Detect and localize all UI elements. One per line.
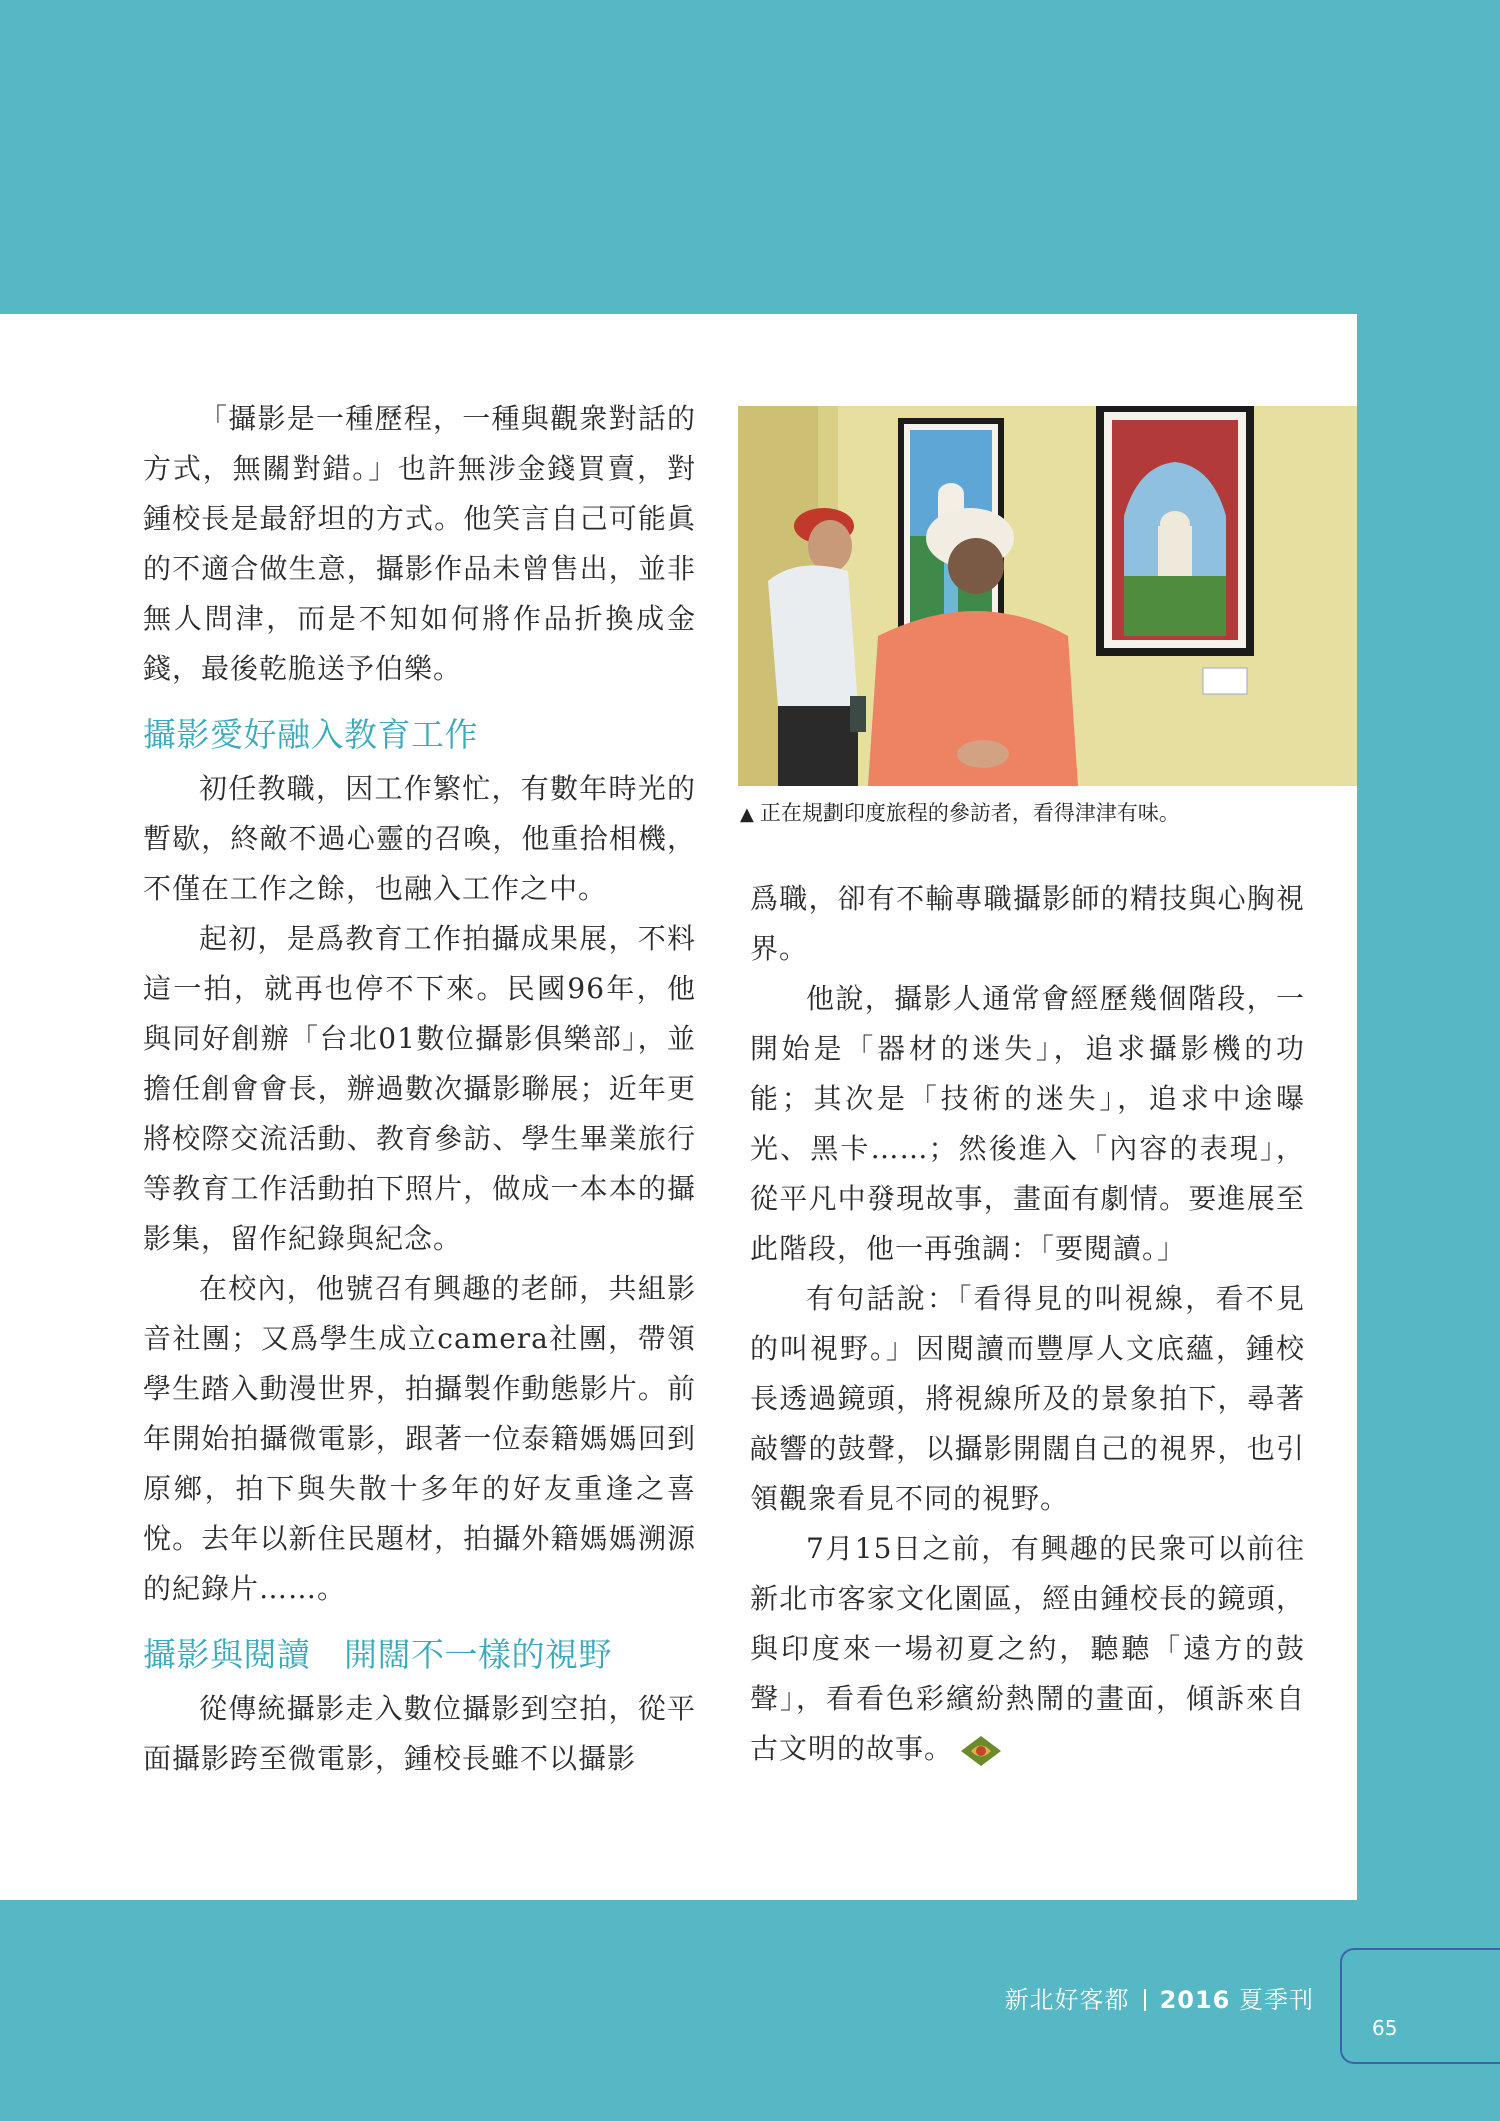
issue-season: 夏季刊 [1239, 1986, 1314, 2014]
section-heading-reading: 攝影與閱讀 開闊不一樣的視野 [143, 1635, 612, 1674]
hakka-logo-icon [959, 1734, 1003, 1768]
paragraph: 有句話說：「看得見的叫視線，看不見的叫視野。」因閱讀而豐厚人文底蘊，鍾校長透過鏡頭，將視線所及的景象拍下，尋著敲響的鼓聲，以攝影開闊自己的視界，也引領觀衆看見不同的視野。 [750, 1282, 1305, 1515]
exhibition-photo-illustration [738, 406, 1357, 786]
paragraph: 起初，是爲教育工作拍攝成果展，不料這一拍，就再也停不下來。民國96年，他與同好創辦「台北01數位攝影俱樂部」，並擔任創會會長，辦過數次攝影聯展；近年更將校際交流活動、教育參訪、學生畢業旅行等教育工作活動拍下照片，做成一本本的攝影集，留作紀錄與紀念。 [143, 922, 696, 1255]
photo-caption [740, 798, 1340, 830]
paragraph: 在校內，他號召有興趣的老師，共組影音社團；又爲學生成立camera社團，帶領學生踏入動漫世界，拍攝製作動態影片。前年開始拍攝微電影，跟著一位泰籍媽媽回到原鄉，拍下與失散十多年的好友重逢之喜悅。去年以新住民題材，拍攝外籍媽媽溯源的紀錄片……。 [143, 1272, 696, 1605]
magazine-footer [1005, 1980, 1314, 2015]
paragraph: 初任教職，因工作繁忙，有數年時光的暫歇，終敵不過心靈的召喚，他重拾相機，不僅在工作之餘，也融入工作之中。 [143, 772, 696, 905]
page-number-tab [1340, 1948, 1500, 2064]
page-number: 65 [1372, 2016, 1398, 2040]
final-paragraph [750, 1524, 1305, 1774]
paragraph: 從傳統攝影走入數位攝影到空拍，從平面攝影跨至微電影，鍾校長雖不以攝影 [143, 1692, 696, 1775]
paragraph: 他說，攝影人通常會經歷幾個階段，一開始是「器材的迷失」，追求攝影機的功能；其次是「技術的迷失」，追求中途曝光、黑卡……；然後進入「內容的表現」，從平凡中發現故事，畫面有劇情。要進展至此階段，他一再強調：「要閱讀。」 [750, 982, 1305, 1265]
right-column [750, 874, 1305, 1774]
left-column [143, 394, 696, 1784]
caption-text: 正在規劃印度旅程的參訪者，看得津津有味。 [759, 801, 1180, 825]
final-paragraph-text: 7月15日之前，有興趣的民衆可以前往新北市客家文化園區，經由鍾校長的鏡頭，與印度來一場初夏之約，聽聽「遠方的鼓聲」，看看色彩繽紛熱鬧的畫面，傾訴來自古文明的故事。 [750, 1532, 1305, 1765]
exhibition-photo [738, 406, 1357, 786]
caption-triangle-icon: ▲ [740, 804, 754, 825]
continued-paragraph: 爲職，卻有不輸專職攝影師的精技與心胸視界。 [750, 882, 1305, 965]
section-heading-education: 攝影愛好融入教育工作 [143, 715, 478, 754]
issue-year: 2016 [1159, 1986, 1231, 2014]
footer-divider [1144, 1989, 1146, 2011]
magazine-name: 新北好客都 [1004, 1986, 1130, 2014]
intro-paragraph: 「攝影是一種歷程，一種與觀衆對話的方式，無關對錯。」也許無涉金錢買賣，對鍾校長是最舒坦的方式。他笑言自己可能眞的不適合做生意，攝影作品未曾售出，並非無人問津，而是不知如何將作品折換成金錢，最後乾脆送予伯樂。 [143, 402, 696, 685]
